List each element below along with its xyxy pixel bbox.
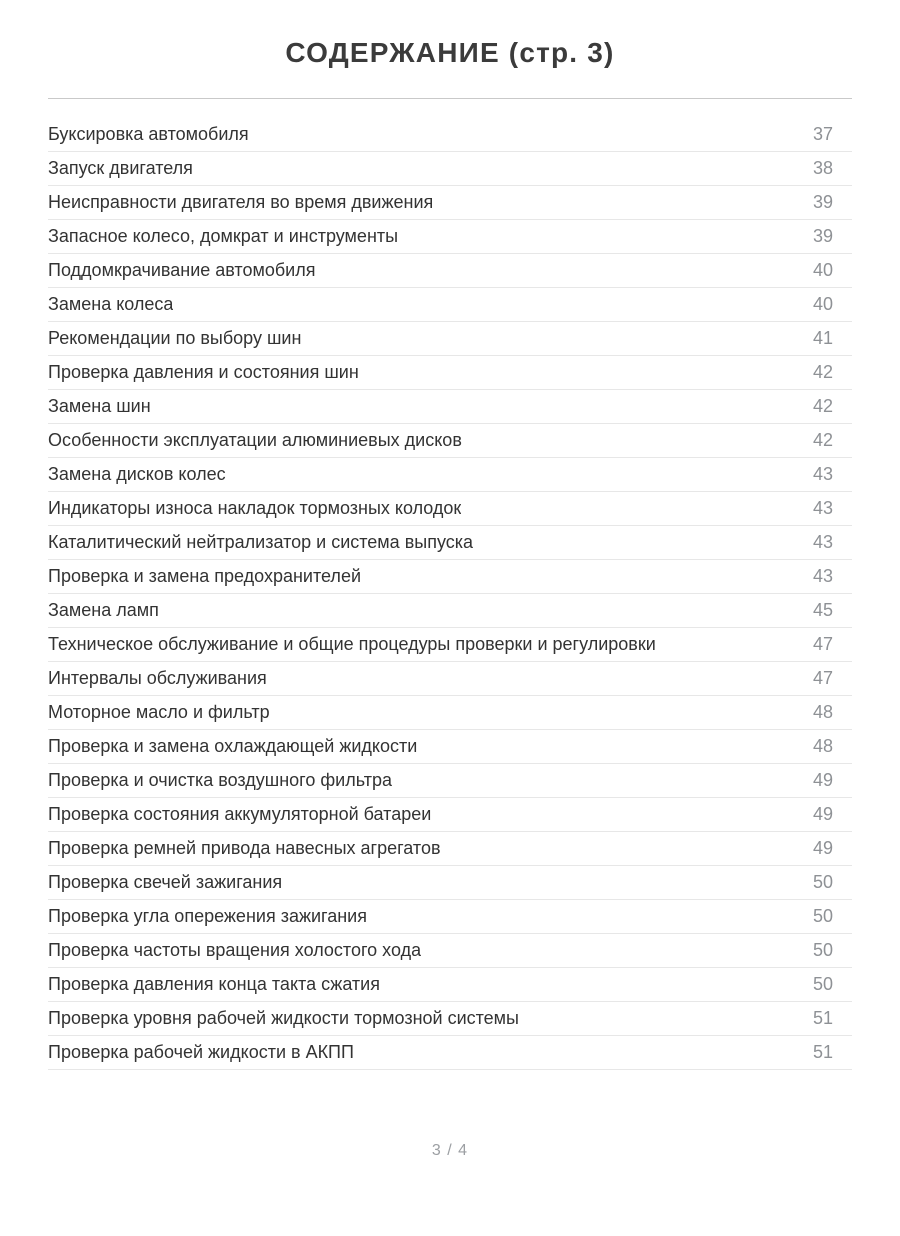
toc-entry-title: Поддомкрачивание автомобиля (48, 260, 316, 280)
toc-entry[interactable] (48, 492, 852, 526)
toc-entry-page-number: 47 (812, 668, 833, 688)
toc-entry-page-number: 42 (812, 362, 833, 382)
toc-entry-page-number: 42 (812, 396, 833, 416)
toc-entry[interactable] (48, 934, 852, 968)
toc-entry[interactable] (48, 900, 852, 934)
toc-entry-title: Проверка давления и состояния шин (48, 362, 359, 382)
toc-entry[interactable] (48, 968, 852, 1002)
toc-entry-page-number: 51 (812, 1042, 833, 1062)
toc-entry-page-number: 41 (812, 328, 833, 348)
toc-entry-title: Неисправности двигателя во время движения (48, 192, 434, 212)
toc-entry[interactable] (48, 186, 852, 220)
toc-entry[interactable] (48, 594, 852, 628)
toc-entry-title: Техническое обслуживание и общие процедуры проверки и регулировки (48, 634, 656, 654)
toc-entry-title: Проверка рабочей жидкости в АКПП (48, 1042, 354, 1062)
toc-entry-title: Замена колеса (48, 294, 174, 314)
toc-entry-page-number: 43 (812, 498, 833, 518)
toc-entry[interactable] (48, 1036, 852, 1070)
page-pagination: 3 / 4 (431, 1142, 469, 1159)
toc-entry[interactable] (48, 832, 852, 866)
toc-entry-title: Проверка частоты вращения холостого хода (48, 940, 422, 960)
toc-entry-page-number: 43 (812, 532, 833, 552)
toc-entry[interactable] (48, 560, 852, 594)
toc-entry-title: Проверка и очистка воздушного фильтра (48, 770, 392, 790)
toc-entry-page-number: 48 (812, 736, 833, 756)
toc-entry-title: Рекомендации по выбору шин (48, 328, 302, 348)
toc-entry-page-number: 47 (812, 634, 833, 654)
toc-entry[interactable] (48, 322, 852, 356)
toc-entry-page-number: 50 (812, 940, 833, 960)
toc-entry-title: Проверка и замена предохранителей (48, 566, 362, 586)
toc-entry[interactable] (48, 458, 852, 492)
toc-entry-title: Проверка и замена охлаждающей жидкости (48, 736, 418, 756)
toc-entry-title: Проверка угла опережения зажигания (48, 906, 367, 926)
toc-entry[interactable] (48, 1002, 852, 1036)
toc-entry-title: Индикаторы износа накладок тормозных колодок (48, 498, 462, 518)
toc-entry[interactable] (48, 866, 852, 900)
toc-entry-page-number: 49 (812, 838, 833, 858)
toc-entry[interactable] (48, 764, 852, 798)
toc-entry-title: Проверка свечей зажигания (48, 872, 283, 892)
title-divider (48, 98, 852, 99)
toc-entry-page-number: 40 (812, 260, 833, 280)
toc-entry-title: Моторное масло и фильтр (48, 702, 270, 722)
toc-entry-page-number: 43 (812, 566, 833, 586)
toc-entry-page-number: 39 (812, 226, 833, 246)
document-page (0, 36, 900, 1236)
toc-entry-title: Интервалы обслуживания (48, 668, 267, 688)
toc-entry[interactable] (48, 662, 852, 696)
toc-list (48, 118, 852, 1070)
toc-entry-page-number: 48 (812, 702, 833, 722)
toc-entry[interactable] (48, 798, 852, 832)
page-title: СОДЕРЖАНИЕ (стр. 3) (285, 37, 615, 68)
toc-entry-title: Замена шин (48, 396, 151, 416)
toc-entry-title: Особенности эксплуатации алюминиевых дисков (48, 430, 462, 450)
toc-entry-page-number: 50 (812, 872, 833, 892)
toc-entry[interactable] (48, 628, 852, 662)
toc-entry-page-number: 43 (812, 464, 833, 484)
toc-entry-page-number: 45 (812, 600, 833, 620)
toc-entry-title: Каталитический нейтрализатор и система выпуска (48, 532, 474, 552)
toc-entry[interactable] (48, 118, 852, 152)
toc-entry-title: Замена дисков колес (48, 464, 226, 484)
toc-entry-page-number: 37 (812, 124, 833, 144)
toc-entry-page-number: 49 (812, 770, 833, 790)
toc-entry[interactable] (48, 152, 852, 186)
toc-entry-page-number: 40 (812, 294, 833, 314)
toc-entry-title: Буксировка автомобиля (48, 124, 249, 144)
toc-entry[interactable] (48, 526, 852, 560)
toc-entry[interactable] (48, 730, 852, 764)
toc-entry-page-number: 39 (812, 192, 833, 212)
toc-entry-title: Проверка уровня рабочей жидкости тормозной системы (48, 1008, 519, 1028)
toc-entry-title: Проверка давления конца такта сжатия (48, 974, 380, 994)
toc-entry-page-number: 50 (812, 974, 833, 994)
toc-entry-title: Запуск двигателя (48, 158, 193, 178)
toc-entry-title: Запасное колесо, домкрат и инструменты (48, 226, 399, 246)
toc-entry-title: Проверка ремней привода навесных агрегатов (48, 838, 441, 858)
toc-entry[interactable] (48, 220, 852, 254)
toc-entry[interactable] (48, 254, 852, 288)
toc-entry-page-number: 42 (812, 430, 833, 450)
toc-entry-page-number: 49 (812, 804, 833, 824)
toc-entry-title: Проверка состояния аккумуляторной батареи (48, 804, 432, 824)
toc-entry-page-number: 50 (812, 906, 833, 926)
toc-entry[interactable] (48, 356, 852, 390)
toc-entry-page-number: 38 (812, 158, 833, 178)
toc-entry-page-number: 51 (812, 1008, 833, 1028)
toc-entry[interactable] (48, 424, 852, 458)
toc-entry[interactable] (48, 696, 852, 730)
toc-entry[interactable] (48, 288, 852, 322)
toc-entry-title: Замена ламп (48, 600, 159, 620)
toc-entry[interactable] (48, 390, 852, 424)
